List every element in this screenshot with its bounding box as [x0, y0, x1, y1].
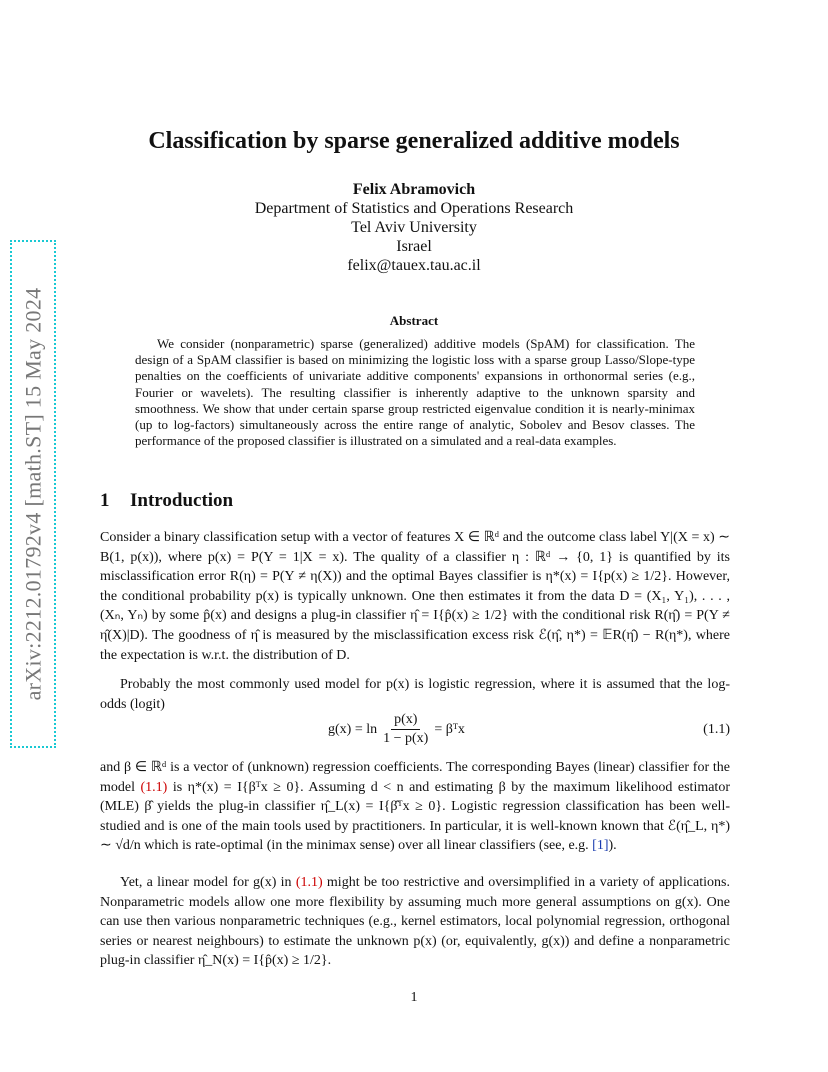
equation-numerator: p(x): [391, 712, 420, 730]
page-number: 1: [410, 990, 418, 1005]
author-name: Felix Abramovich: [352, 181, 476, 198]
affiliation-country: Israel: [396, 238, 432, 255]
author-block: [0, 180, 828, 275]
affiliation-university: Tel Aviv University: [351, 219, 477, 236]
equation-label: (1.1): [703, 722, 730, 737]
equation-1-1: [100, 708, 730, 754]
equation-lhs: g(x) = ln: [328, 721, 378, 737]
abstract-heading: Abstract: [389, 313, 439, 328]
paragraph-3-text-c: ).: [608, 838, 617, 854]
section-number: 1: [100, 490, 110, 511]
intro-paragraph-2: Probably the most commonly used model for p(x) is logistic regression, where it is assumed that the log-odds (logit): [100, 677, 730, 712]
equation-body: [328, 712, 465, 747]
equation-denominator: 1 − p(x): [383, 731, 429, 746]
paper-title: Classification by sparse generalized additive models: [148, 128, 680, 154]
equation-reference-link[interactable]: (1.1): [140, 779, 168, 795]
arxiv-id-text: arXiv:2212.01792v4 [math.ST] 15 May 2024: [20, 287, 46, 701]
paragraph-4-text-b: might be too restrictive and oversimplified in a variety of applications. Nonparametric models allow one more flexibility by assuming much more general assumptions on g(x). One can use then various nonparametric techniques (e.g., kernel estimators, local polynomial regression, orthogonal series or nearest neighbours) to estimate the unknown p(x) (or, equivalently, g(x)) and define a nonparametric plug-in classifier η̂_N(x) = I{p̂(x) ≥ 1/2}.: [100, 875, 730, 969]
author-email: felix@tauex.tau.ac.il: [347, 257, 481, 274]
paragraph-4-text-a: Yet, a linear model for g(x) in: [120, 875, 296, 890]
section-title: Introduction: [130, 490, 234, 511]
citation-link[interactable]: [1]: [592, 838, 609, 854]
paragraph-3-text-a: and β ∈ ℝᵈ is a vector of (unknown) regression coefficients. The corresponding Bayes (linear) classifier for the model: [100, 760, 730, 795]
equation-reference-link[interactable]: (1.1): [295, 875, 323, 890]
affiliation-department: Department of Statistics and Operations Research: [254, 200, 574, 217]
section-heading-introduction: [100, 490, 233, 512]
equation-fraction: [383, 712, 428, 747]
equation-rhs: = βᵀx: [434, 721, 465, 737]
intro-paragraph-3: [100, 758, 730, 856]
intro-paragraph-1: Consider a binary classification setup with a vector of features X ∈ ℝᵈ and the outcome class label Y|(X = x) ∼ B(1, p(x)), where p(x) = P(Y = 1|X = x). The quality of a classifier η : ℝᵈ → {0, 1} is quantified by its misclassification error R(η) = P(Y ≠ η(X)) and the optimal Bayes classifier is η*(x) = I{p(x) ≥ 1/2}. However, the conditional probability p(x) is typically unknown. One then estimates it from the data D = (X₁, Y₁), . . . , (Xₙ, Yₙ) by some p̂(x) and designs a plug-in classifier η̂ = I{p̂(x) ≥ 1/2} with the conditional risk R(η̂) = P(Y ≠ η̂(X)|D). The goodness of η̂ is measured by the misclassification excess risk ℰ(η̂, η*) = 𝔼R(η̂) − R(η*), where the expectation is w.r.t. the distribution of D.: [100, 530, 730, 663]
abstract-text: We consider (nonparametric) sparse (generalized) additive models (SpAM) for classification. The design of a SpAM classifier is based on minimizing the logistic loss with a sparse group Lasso/Slope-type penalties on the coefficients of univariate additive components' expansions in orthonormal series (e.g., Fourier or wavelets). The resulting classifier is inherently adaptive to the unknown sparsity and smoothness. We show that under certain sparse group restricted eigenvalue condition it is nearly-minimax (up to log-factors) simultaneously across the entire range of analytic, Sobolev and Besov classes. The performance of the proposed classifier is illustrated on a simulated and a real-data examples.: [135, 336, 695, 449]
paragraph-3-text-b: is η*(x) = I{βᵀx ≥ 0}. Assuming d < n and estimating β by the maximum likelihood estimator (MLE) β̂ yields the plug-in classifier η̂_L(x) = I{β̂ᵀx ≥ 0}. Logistic regression classification has been well-studied and is one of the main tools used by practitioners. In particular, it is well-known known that ℰ(η̂_L, η*) ∼ √d/n which is rate-optimal (in the minimax sense) over all linear classifiers (see, e.g.: [100, 779, 730, 854]
intro-paragraph-4: [100, 873, 730, 971]
